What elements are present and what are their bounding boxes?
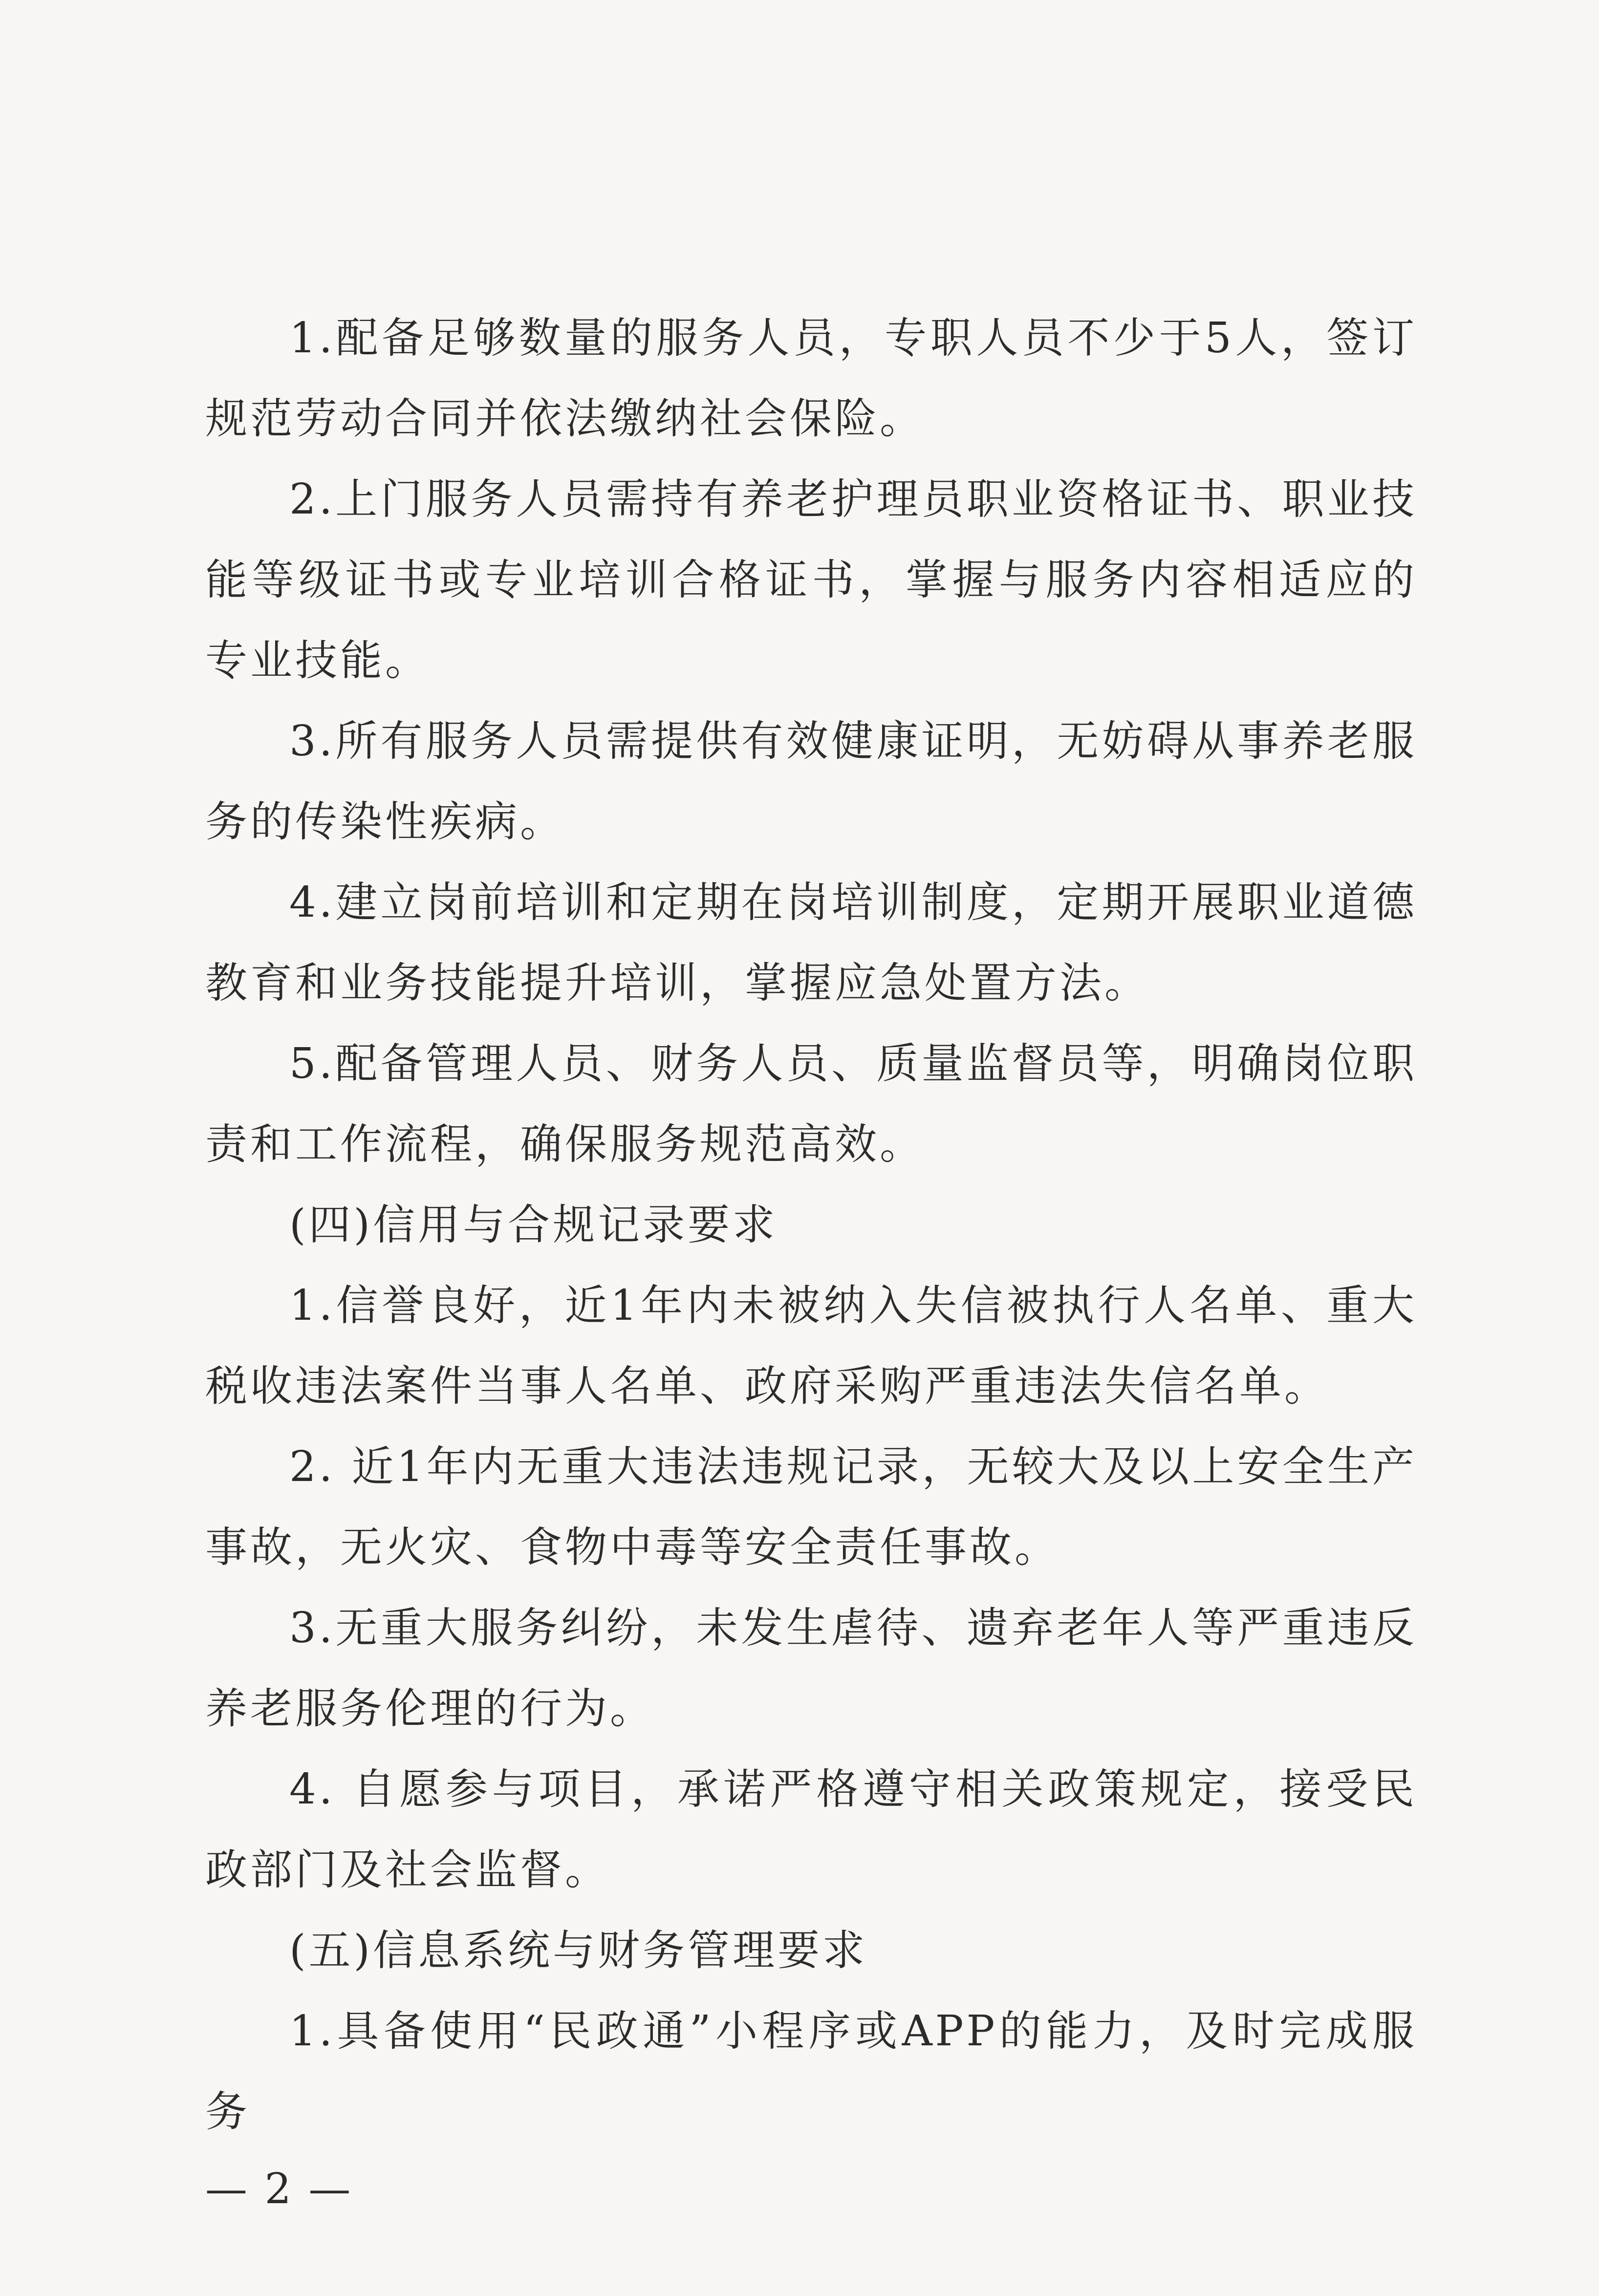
- paragraph-credit-reputation: 1.信誉良好，近1年内未被纳入失信被执行人名单、重大税收违法案件当事人名单、政府采购严重违法失信名单。: [205, 1281, 1417, 1411]
- paragraph-health-proof: 3.所有服务人员需提供有效健康证明，无妨碍从事养老服务的传染性疾病。: [205, 717, 1417, 846]
- document-body: [205, 298, 1417, 2152]
- paragraph-staffing-count: 1.配备足够数量的服务人员，专职人员不少于5人，签订规范劳动合同并依法缴纳社会保险。: [205, 314, 1417, 443]
- paragraph-management-staff: 5.配备管理人员、财务人员、质量监督员等，明确岗位职责和工作流程，确保服务规范高效。: [205, 1039, 1417, 1169]
- section-heading-credit: (四)信用与合规记录要求: [289, 1201, 778, 1249]
- paragraph-certification: 2.上门服务人员需持有养老护理员职业资格证书、职业技能等级证书或专业培训合格证书，掌握与服务内容相适应的专业技能。: [205, 475, 1417, 685]
- paragraph-training: 4.建立岗前培训和定期在岗培训制度，定期开展职业道德教育和业务技能提升培训，掌握应急处置方法。: [205, 878, 1417, 1008]
- section-heading-info-system: (五)信息系统与财务管理要求: [289, 1926, 868, 1975]
- paragraph-no-disputes: 3.无重大服务纠纷，未发生虐待、遗弃老年人等严重违反养老服务伦理的行为。: [205, 1604, 1417, 1733]
- paragraph-voluntary-participation: 4. 自愿参与项目，承诺严格遵守相关政策规定，接受民政部门及社会监督。: [205, 1765, 1417, 1894]
- paragraph-minzhengtong: 1.具备使用“民政通”小程序或APP的能力，及时完成服务: [205, 2007, 1417, 2136]
- page-number: — 2 —: [205, 2165, 353, 2213]
- paragraph-no-violations: 2. 近1年内无重大违法违规记录，无较大及以上安全生产事故，无火灾、食物中毒等安全责任事故。: [205, 1442, 1417, 1572]
